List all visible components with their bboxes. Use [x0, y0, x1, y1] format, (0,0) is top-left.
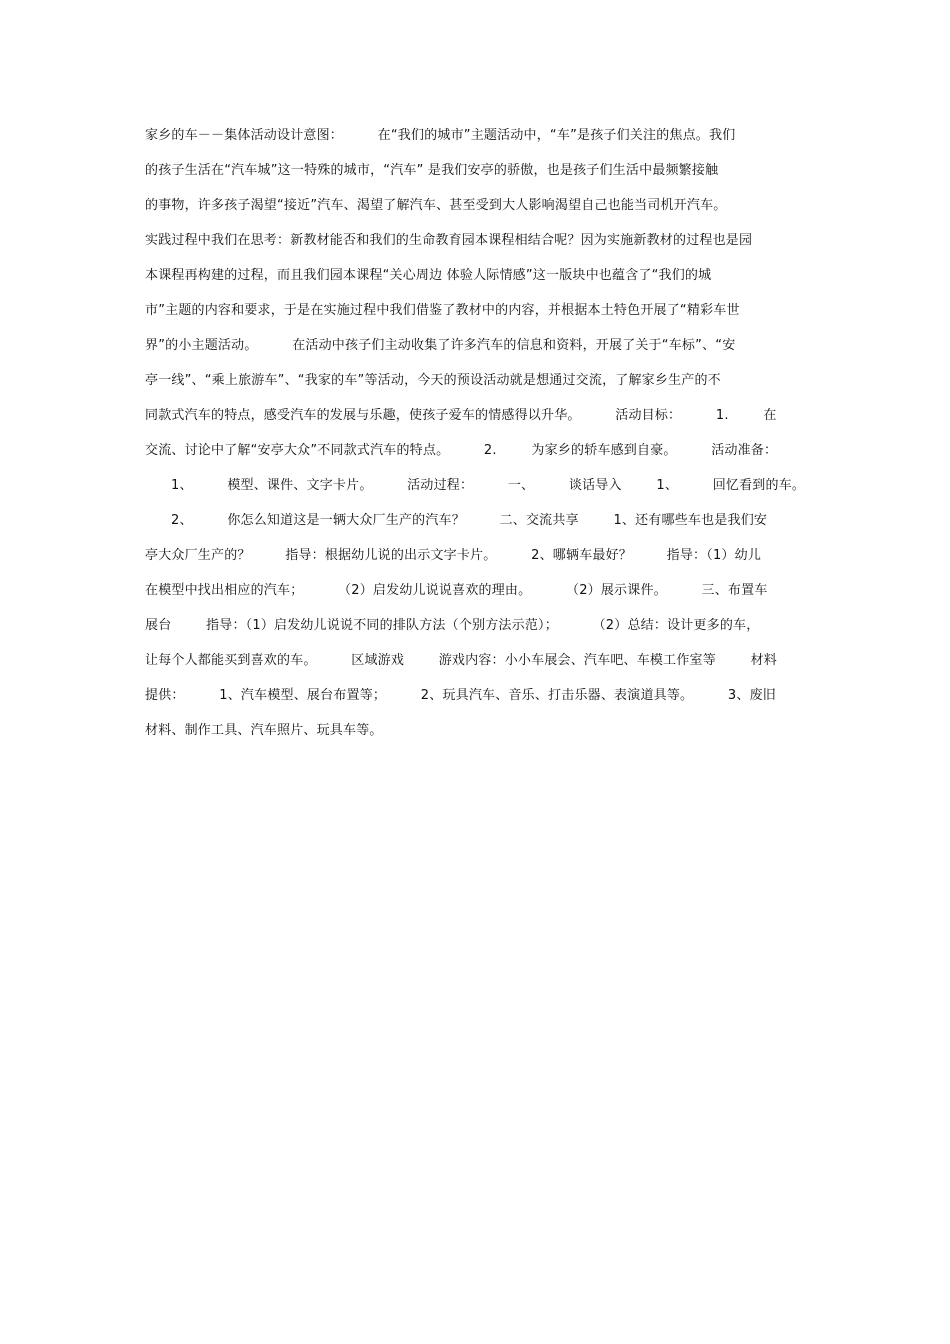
text-line: 交流、讨论中了解“安亭大众”不同款式汽车的特点。 2. 为家乡的轿车感到自豪。 活动准备：	[145, 443, 778, 458]
text-line: 展台 指导：（1）启发幼儿说说不同的排队方法（个别方法示范）； （2）总结：设计更多的车，	[145, 618, 760, 633]
text-line: 在模型中找出相应的汽车； （2）启发幼儿说说喜欢的理由。 （2）展示课件。 三、布置车	[145, 583, 768, 598]
text-line: 材料、制作工具、汽车照片、玩具车等。	[145, 723, 383, 738]
text-line: 的孩子生活在“汽车城”这一特殊的城市，“汽车” 是我们安亭的骄傲，也是孩子们生活中最频繁接触	[145, 163, 719, 178]
text-line: 亭一线”、“乘上旅游车”、“我家的车”等活动，今天的预设活动就是想通过交流，了解家乡生产的不	[145, 373, 721, 388]
text-line: 提供： 1、汽车模型、展台布置等； 2、玩具汽车、音乐、打击乐器、表演道具等。 3、废旧	[145, 688, 776, 703]
text-line: 同款式汽车的特点，感受汽车的发展与乐趣，使孩子爱车的情感得以升华。 活动目标： 1. 在	[145, 408, 777, 423]
text-line: 本课程再构建的过程，而且我们园本课程“关心周边 体验人际情感”这一版块中也蕴含了“我们的城	[145, 268, 712, 283]
text-line: 让每个人都能买到喜欢的车。 区域游戏 游戏内容：小小车展会、汽车吧、车模工作室等 材料	[145, 653, 777, 668]
text-line: 界”的小主题活动。 在活动中孩子们主动收集了许多汽车的信息和资料，开展了关于“车标”、“安	[145, 338, 736, 353]
text-line: 1、 模型、课件、文字卡片。 活动过程： 一、 谈话导入 1、 回忆看到的车。	[145, 478, 806, 493]
text-line: 的事物，许多孩子渴望“接近”汽车、渴望了解汽车、甚至受到大人影响渴望自己也能当司机开汽车。	[145, 198, 727, 213]
text-line: 2、 你怎么知道这是一辆大众厂生产的汽车？ 二、交流共享 1、还有哪些车也是我们安	[145, 513, 768, 528]
text-line: 实践过程中我们在思考：新教材能否和我们的生命教育园本课程相结合呢？因为实施新教材的过程也是园	[145, 233, 753, 248]
text-line: 市”主题的内容和要求，于是在实施过程中我们借鉴了教材中的内容，并根据本土特色开展了“精彩车世	[145, 303, 740, 318]
text-line: 亭大众厂生产的？ 指导：根据幼儿说的出示文字卡片。 2、哪辆车最好？ 指导：（1）幼儿	[145, 548, 762, 563]
text-line: 家乡的车－－集体活动设计意图： 在“我们的城市”主题活动中，“车”是孩子们关注的焦点。我们	[145, 128, 736, 143]
document-body	[145, 118, 815, 748]
